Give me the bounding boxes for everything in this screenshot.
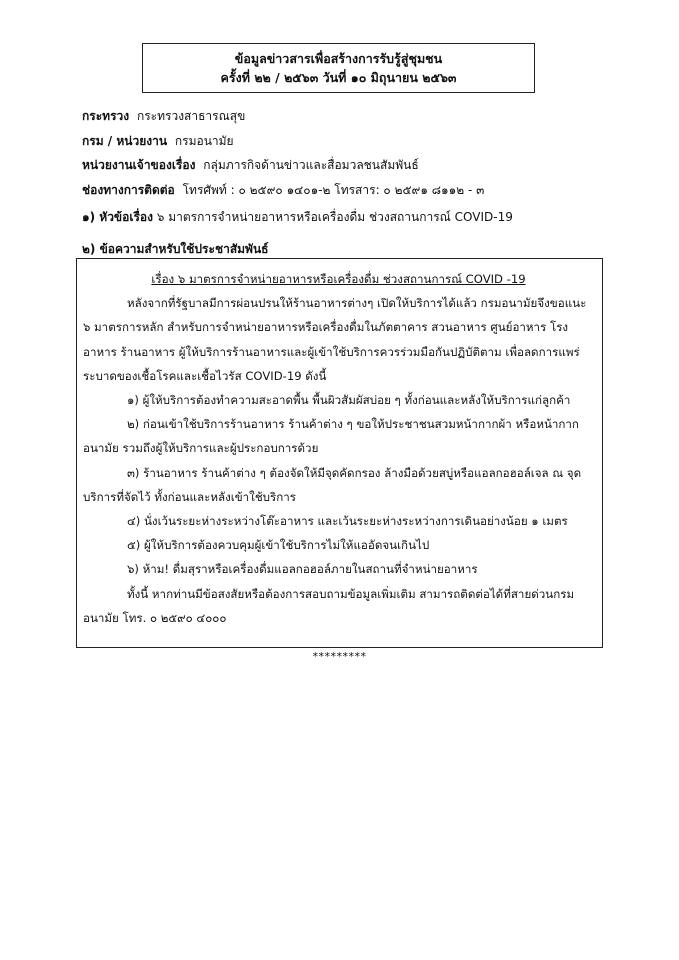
content-closing: ทั้งนี้ หากท่านมีข้อสงสัยหรือต้องการสอบถามข้อมูลเพิ่มเติม สามารถติดต่อได้ที่สายด่วนกรมอนามัย โทร. ๐ ๒๕๙๐ ๔๐๐๐ bbox=[83, 586, 575, 625]
measure-item-1: ๑) ผู้ให้บริการต้องทำความสะอาดพื้น พื้นผิวสัมผัสบ่อย ๆ ทั้งก่อนและหลังให้บริการแก่ลูกค้า bbox=[127, 393, 571, 408]
department-value: กรมอนามัย bbox=[174, 133, 234, 148]
meta-info bbox=[82, 104, 642, 202]
content-intro: หลังจากที่รัฐบาลมีการผ่อนปรนให้ร้านอาหารต่างๆ เปิดให้บริการได้แล้ว กรมอนามัยจึงขอแนะ ๖ มาตรการหลัก สำหรับการจำหน่ายอาหารหรือเครื่องดื่มในภัตตาคาร สวนอาหาร ศูนย์อาหาร โรงอาหาร ร้านอาหาร ผู้ให้บริการร้านอาหารและผู้เข้าใช้บริการควรร่วมมือกันปฏิบัติตาม เพื่อลดการแพร่ระบาดของเชื้อโรคและเชื้อไวรัส COVID-19 ดังนี้ bbox=[83, 296, 587, 383]
end-marker: ********* bbox=[312, 650, 367, 663]
measure-item-4: ๔) นั่งเว้นระยะห่างระหว่างโต๊ะอาหาร และเว้นระยะห่างระหว่างการเดินอย่างน้อย ๑ เมตร bbox=[127, 514, 568, 529]
owner-value: กลุ่มภารกิจด้านข่าวและสื่อมวลชนสัมพันธ์ bbox=[203, 158, 419, 172]
section-topic bbox=[82, 208, 513, 227]
owner-label: หน่วยงานเจ้าของเรื่อง bbox=[82, 158, 196, 172]
section-topic-value: ๖ มาตรการจำหน่ายอาหารหรือเครื่องดื่ม ช่วงสถานการณ์ COVID-19 bbox=[156, 210, 513, 224]
content-title: เรื่อง ๖ มาตรการจำหน่ายอาหารหรือเครื่องดื่ม ช่วงสถานการณ์ COVID -19 bbox=[151, 272, 526, 286]
meta-owner bbox=[82, 153, 642, 178]
meta-department bbox=[82, 129, 642, 154]
ministry-value: กระทรวงสาธารณสุข bbox=[136, 109, 246, 123]
ministry-label: กระทรวง bbox=[82, 109, 130, 123]
section-pr-label: ๒) ข้อความสำหรับใช้ประชาสัมพันธ์ bbox=[82, 242, 269, 256]
header-box bbox=[142, 43, 535, 93]
pr-content-box bbox=[76, 258, 603, 648]
section-topic-label: ๑) หัวข้อเรื่อง bbox=[82, 210, 153, 224]
contact-label: ช่องทางการติดต่อ bbox=[82, 182, 175, 197]
measure-item-3: ๓) ร้านอาหาร ร้านค้าต่าง ๆ ต้องจัดให้มีจุดคัดกรอง ล้างมือด้วยสบู่หรือแอลกอฮอล์เจล ณ จุดบริการที่จัดไว้ ทั้งก่อนและหลังเข้าใช้บริการ bbox=[83, 465, 582, 504]
meta-ministry bbox=[82, 104, 642, 129]
contact-value: โทรศัพท์ : ๐ ๒๕๙๐ ๑๔๐๑-๒ โทรสาร: ๐ ๒๕๙๑ ๘๑๑๒ - ๓ bbox=[182, 182, 485, 197]
measure-item-2: ๒) ก่อนเข้าใช้บริการร้านอาหาร ร้านค้าต่าง ๆ ขอให้ประชาชนสวมหน้ากากผ้า หรือหน้ากากอนามัย รวมถึงผู้ให้บริการและผู้ประกอบการด้วย bbox=[83, 417, 579, 456]
department-label: กรม / หน่วยงาน bbox=[82, 133, 168, 148]
header-issue-date: ครั้งที่ ๒๒ / ๒๕๖๓ วันที่ ๑๐ มิถุนายน ๒๕๖๓ bbox=[220, 70, 457, 85]
measure-item-6: ๖) ห้าม! ดื่มสุราหรือเครื่องดื่มแอลกอฮอล์ภายในสถานที่จำหน่ายอาหาร bbox=[127, 562, 478, 577]
measure-item-5: ๕) ผู้ให้บริการต้องควบคุมผู้เข้าใช้บริการไม่ให้แออัดจนเกินไป bbox=[127, 538, 430, 553]
header-title: ข้อมูลข่าวสารเพื่อสร้างการรับรู้สู่ชุมชน bbox=[234, 51, 443, 66]
meta-contact bbox=[82, 178, 642, 203]
